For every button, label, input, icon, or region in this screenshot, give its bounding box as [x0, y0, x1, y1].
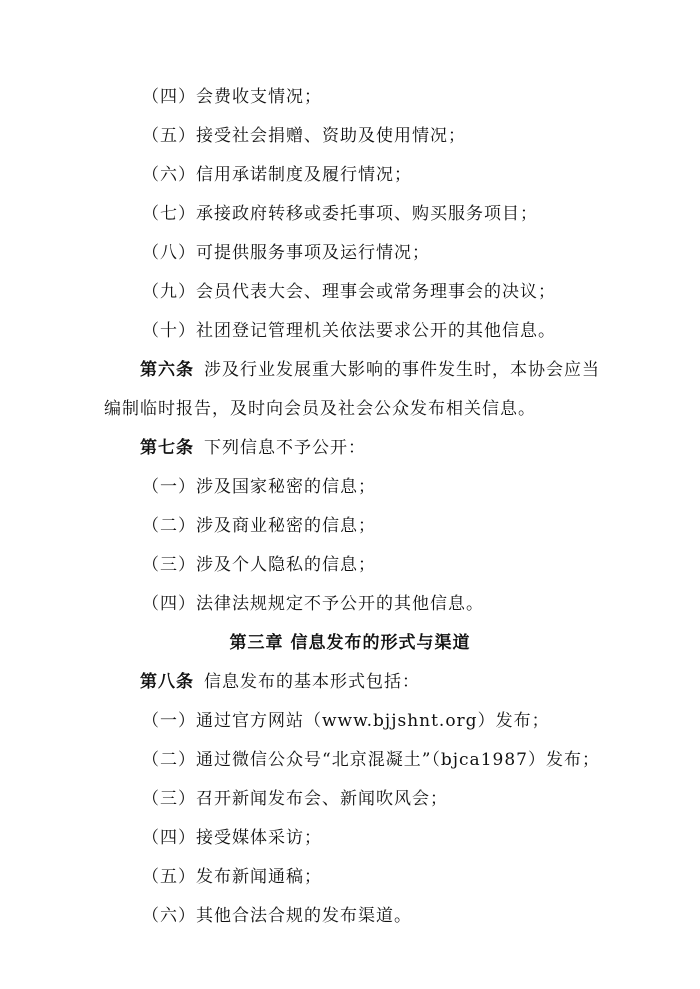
list-item: （一）通过官方网站（www.bjjshnt.org）发布；: [142, 711, 550, 731]
article-6-text-line1: 涉及行业发展重大影响的事件发生时，本协会应当: [204, 360, 600, 380]
list-item: （三）涉及个人隐私的信息；: [142, 555, 376, 575]
list-item: （六）信用承诺制度及履行情况；: [142, 165, 412, 185]
article-7-heading: 第七条: [140, 438, 194, 458]
list-item: （九）会员代表大会、理事会或常务理事会的决议；: [142, 282, 556, 302]
list-item: （二）通过微信公众号“北京混凝土”（bjca1987）发布；: [142, 750, 600, 770]
article-8-paragraph: [140, 671, 420, 693]
list-item: （六）其他合法合规的发布渠道。: [142, 906, 412, 926]
article-6-heading: 第六条: [140, 360, 194, 380]
list-item: （八）可提供服务事项及运行情况；: [142, 243, 430, 263]
list-item: （四）接受媒体采访；: [142, 828, 322, 848]
list-item: （四）会费收支情况；: [142, 87, 322, 107]
article-6-text-line2: 编制临时报告，及时向会员及社会公众发布相关信息。: [104, 399, 536, 419]
article-7-text: 下列信息不予公开：: [204, 438, 366, 458]
article-8-heading: 第八条: [140, 672, 194, 692]
list-item: （三）召开新闻发布会、新闻吹风会；: [142, 789, 448, 809]
chapter-heading: 第三章 信息发布的形式与渠道: [229, 633, 471, 653]
list-item: （七）承接政府转移或委托事项、购买服务项目；: [142, 204, 538, 224]
article-8-text: 信息发布的基本形式包括：: [204, 672, 420, 692]
list-item: （四）法律法规规定不予公开的其他信息。: [142, 594, 484, 614]
list-item: （五）接受社会捐赠、资助及使用情况；: [142, 126, 466, 146]
list-item: （五）发布新闻通稿；: [142, 867, 322, 887]
list-item: （一）涉及国家秘密的信息；: [142, 477, 376, 497]
article-6-paragraph: [140, 359, 600, 381]
list-item: （二）涉及商业秘密的信息；: [142, 516, 376, 536]
article-7-paragraph: [140, 437, 366, 459]
list-item: （十）社团登记管理机关依法要求公开的其他信息。: [142, 321, 556, 341]
